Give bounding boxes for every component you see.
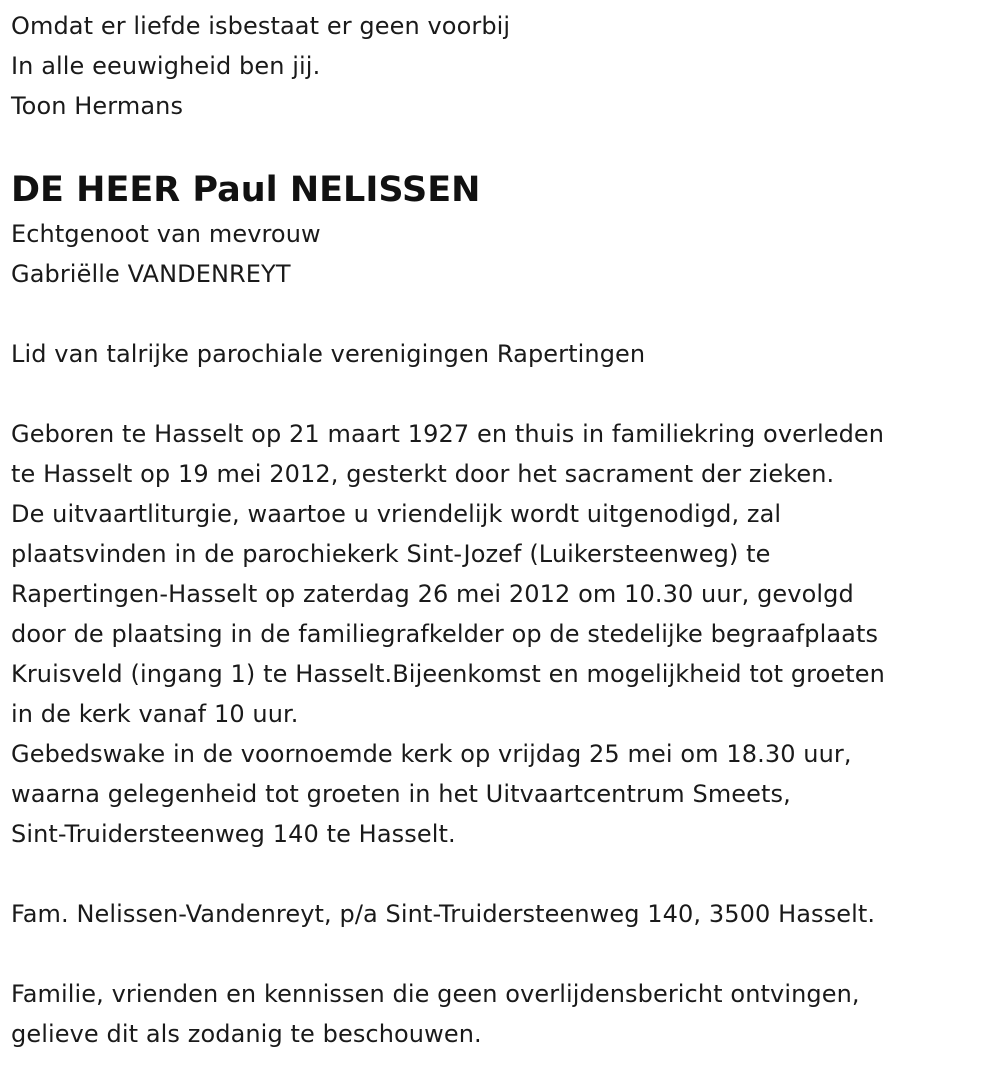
quote-line: In alle eeuwigheid ben jij. bbox=[11, 52, 321, 80]
membership-line: Lid van talrijke parochiale verenigingen Rapertingen bbox=[11, 340, 646, 368]
closing-line: Familie, vrienden en kennissen die geen overlijdensbericht ontvingen, bbox=[11, 980, 860, 1008]
quote-line: Omdat er liefde isbestaat er geen voorbij bbox=[11, 12, 511, 40]
funeral-details bbox=[11, 414, 991, 854]
memorial-quote bbox=[11, 6, 991, 126]
membership-info bbox=[11, 334, 991, 374]
details-line: te Hasselt op 19 mei 2012, gesterkt door het sacrament der zieken. bbox=[11, 460, 835, 488]
obituary-notice bbox=[11, 6, 991, 1054]
closing-note bbox=[11, 974, 991, 1054]
details-line: in de kerk vanaf 10 uur. bbox=[11, 700, 299, 728]
family-address bbox=[11, 894, 991, 934]
details-line: Sint-Truidersteenweg 140 te Hasselt. bbox=[11, 820, 456, 848]
details-line: Gebedswake in de voornoemde kerk op vrijdag 25 mei om 18.30 uur, bbox=[11, 740, 852, 768]
closing-line: gelieve dit als zodanig te beschouwen. bbox=[11, 1020, 482, 1048]
details-line: plaatsvinden in de parochiekerk Sint-Jozef (Luikersteenweg) te bbox=[11, 540, 771, 568]
family-address-line: Fam. Nelissen-Vandenreyt, p/a Sint-Truidersteenweg 140, 3500 Hasselt. bbox=[11, 900, 876, 928]
spouse-line: Echtgenoot van mevrouw bbox=[11, 220, 321, 248]
spouse-info bbox=[11, 214, 991, 294]
quote-author: Toon Hermans bbox=[11, 92, 184, 120]
details-line: De uitvaartliturgie, waartoe u vriendelijk wordt uitgenodigd, zal bbox=[11, 500, 782, 528]
spouse-name: Gabriëlle VANDENREYT bbox=[11, 260, 291, 288]
details-line: Kruisveld (ingang 1) te Hasselt.Bijeenkomst en mogelijkheid tot groeten bbox=[11, 660, 885, 688]
deceased-name-heading: DE HEER Paul NELISSEN bbox=[11, 170, 481, 210]
details-line: Geboren te Hasselt op 21 maart 1927 en thuis in familiekring overleden bbox=[11, 420, 885, 448]
details-line: door de plaatsing in de familiegrafkelder op de stedelijke begraafplaats bbox=[11, 620, 879, 648]
details-line: Rapertingen-Hasselt op zaterdag 26 mei 2012 om 10.30 uur, gevolgd bbox=[11, 580, 854, 608]
details-line: waarna gelegenheid tot groeten in het Uitvaartcentrum Smeets, bbox=[11, 780, 791, 808]
